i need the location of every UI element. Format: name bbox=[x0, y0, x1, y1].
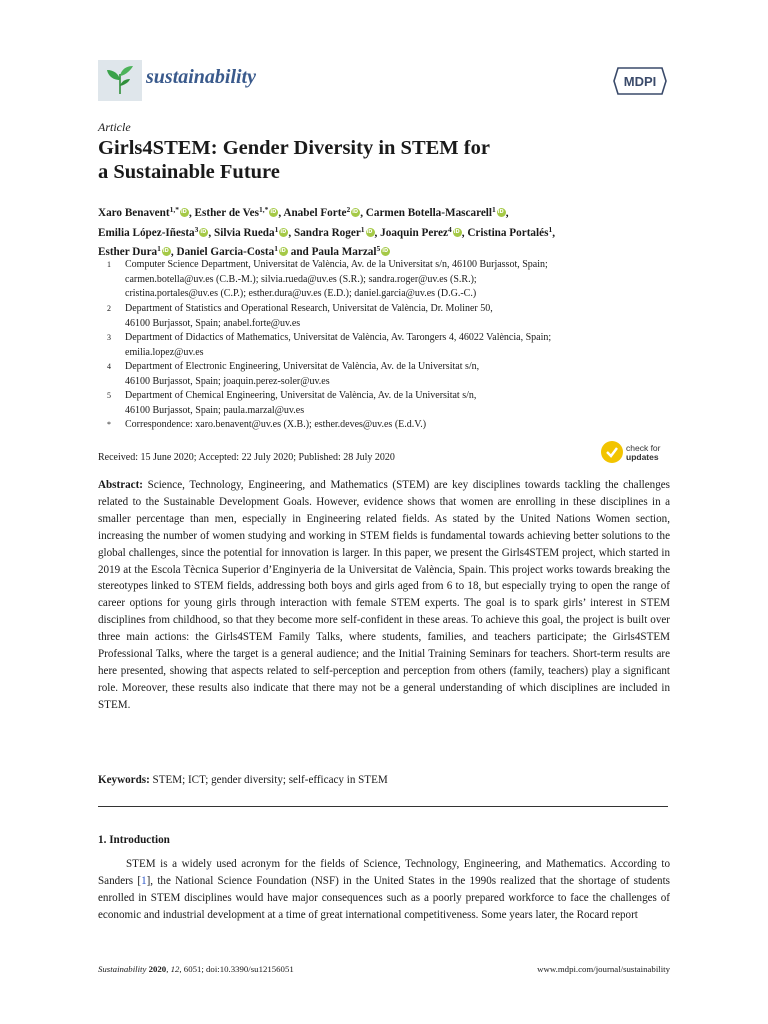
abstract-label: Abstract: bbox=[98, 479, 143, 491]
footer-citation: Sustainability 2020, 12, 6051; doi:10.3390/su12156051 bbox=[98, 964, 294, 974]
author-sep: and bbox=[287, 246, 312, 259]
affiliation-line: carmen.botella@uv.es (C.B.-M.); silvia.rueda@uv.es (S.R.); sandra.roger@uv.es (S.R.); bbox=[125, 273, 477, 285]
footer-url[interactable]: www.mdpi.com/journal/sustainability bbox=[537, 964, 670, 974]
author-affil: 1,* bbox=[169, 205, 179, 214]
sustainability-logo-icon bbox=[98, 60, 142, 101]
author-affil: 1 bbox=[157, 244, 161, 254]
author-sep: , bbox=[360, 207, 366, 219]
orcid-icon[interactable] bbox=[453, 228, 462, 237]
author-affil: 3 bbox=[194, 224, 199, 234]
introduction-paragraph bbox=[98, 856, 670, 924]
author-sep: , bbox=[288, 226, 294, 239]
affiliation-number: 1 bbox=[107, 260, 111, 269]
keywords-label: Keywords: bbox=[98, 774, 150, 786]
author-name: Sandra Roger bbox=[293, 226, 361, 239]
check-updates-line2: updates bbox=[626, 452, 659, 462]
affiliation-line: Department of Statistics and Operational Research, Universitat de València, Dr. Moliner 50, bbox=[125, 303, 493, 314]
author-sep: , bbox=[552, 226, 555, 239]
orcid-icon[interactable] bbox=[180, 208, 189, 217]
author-sep: , bbox=[461, 226, 468, 239]
author-name: Carmen Botella-Mascarell bbox=[365, 207, 493, 219]
affiliation-line: Department of Didactics of Mathematics, Universitat de València, Av. Tarongers 4, 46022 València, Spain; bbox=[125, 332, 552, 343]
keywords-text: STEM; ICT; gender diversity; self-efficacy in STEM bbox=[152, 774, 388, 786]
author-name: Silvia Rueda bbox=[214, 226, 275, 239]
author-sep: , bbox=[505, 207, 509, 219]
orcid-icon[interactable] bbox=[497, 208, 506, 217]
mdpi-logo-icon[interactable] bbox=[612, 66, 668, 96]
author-affil: 1 bbox=[360, 224, 365, 234]
affiliation-line: Computer Science Department, Universitat de València, Av. de la Universitat s/n, 46100 Burjassot, Spain; bbox=[125, 259, 548, 270]
author-affil: 1 bbox=[548, 224, 553, 234]
title-line-2: a Sustainable Future bbox=[98, 161, 280, 183]
affiliation-line: 46100 Burjassot, Spain; paula.marzal@uv.es bbox=[125, 404, 305, 416]
author-name: Daniel Garcia-Costa bbox=[176, 246, 275, 259]
keywords bbox=[98, 772, 670, 789]
author-list bbox=[98, 202, 688, 261]
author-name: Esther de Ves bbox=[194, 207, 259, 219]
author-name: Joaquin Perez bbox=[380, 226, 448, 239]
affiliation-number: 5 bbox=[107, 391, 111, 400]
paper-title bbox=[98, 136, 678, 184]
footer-volume: 12 bbox=[170, 964, 180, 974]
orcid-icon[interactable] bbox=[199, 228, 208, 237]
check-updates-line1: check for bbox=[626, 443, 661, 453]
author-affil: 2 bbox=[346, 205, 351, 214]
section-heading: 1. Introduction bbox=[98, 834, 170, 846]
orcid-icon[interactable] bbox=[351, 208, 360, 217]
orcid-icon[interactable] bbox=[279, 228, 288, 237]
author-sep: , bbox=[188, 207, 195, 219]
author-sep: , bbox=[374, 226, 381, 239]
abstract bbox=[98, 477, 670, 714]
title-line-1: Girls4STEM: Gender Diversity in STEM for bbox=[98, 137, 490, 159]
check-for-updates-button[interactable] bbox=[601, 440, 671, 464]
author-sep: , bbox=[278, 207, 284, 219]
orcid-icon[interactable] bbox=[366, 228, 375, 237]
author-affil: 1 bbox=[492, 205, 496, 214]
author-sep: , bbox=[208, 226, 214, 239]
author-affil: 1 bbox=[274, 244, 278, 254]
affiliation-line: Department of Electronic Engineering, Universitat de València, Av. de la Universitat s/n, bbox=[125, 361, 480, 372]
journal-name[interactable]: sustainability bbox=[146, 66, 257, 88]
affiliation-number: 4 bbox=[107, 362, 111, 371]
author-affil: 5 bbox=[376, 244, 381, 254]
author-affil: 1,* bbox=[259, 205, 269, 214]
author-name: Anabel Forte bbox=[283, 207, 347, 219]
orcid-icon[interactable] bbox=[381, 247, 390, 256]
intro-text: STEM is a widely used acronym for the fields of Science, Technology, Engineering, and Mathematics. According to Sanders [ bbox=[98, 858, 670, 887]
abstract-text: Science, Technology, Engineering, and Mathematics (STEM) are key disciplines towards tackling the challenges related to the Sustainable Development Goals. However, evidence shows that women are enrolling in these disciplines in a smaller percentage than men, especially in Engineering related fields. As stated by the United Nations Women section, increasing the number of women studying and working in STEM fields is fundamental towards achieving better solutions to the global challenges, since the potential for innovation is larger. In this paper, we present the Girls4STEM project, which started in 2019 at the Escola Tècnica Superior d’Enginyeria de la Universitat de València, Spain. This project works towards breaking the stereotypes linked to STEM fields, addressing both boys and girls aged from 6 to 18, but especially trying to open the range of career options for young girls through interaction with female STEM experts. The goal is to spark girls’ interest in STEM disciplines from childhood, so that they become more self-confident in these areas. To achieve this goal, the project is built over three main actions: the Girls4STEM Family Talks, where students, families, and teachers participate; the Girls4STEM Professional Talks, where the target is a general audience; and the Initial Training Seminars for teachers. Short-term results are here presented, showing that aspects related to self-perception and perception from others (family, teachers) play a significant role. Moreover, these results also indicate that there may not be a general understanding of which disciplines are included in STEM. bbox=[98, 479, 671, 711]
check-updates-icon bbox=[601, 441, 623, 463]
orcid-icon[interactable] bbox=[279, 247, 288, 256]
author-affil: 4 bbox=[448, 224, 452, 234]
author-name: Emilia López-Iñesta bbox=[98, 226, 195, 239]
affiliation-number: 3 bbox=[107, 333, 111, 342]
affiliation-line: emilia.lopez@uv.es bbox=[125, 346, 204, 358]
author-name: Cristina Portalés bbox=[467, 226, 549, 239]
footer-journal: Sustainability bbox=[98, 964, 147, 974]
article-type: Article bbox=[98, 120, 131, 134]
affiliation-line: 46100 Burjassot, Spain; anabel.forte@uv.es bbox=[125, 317, 301, 329]
intro-text: ], the National Science Foundation (NSF) in the United States in the 1990s realized that the shortage of students enrolled in STEM disciplines would have major consequences such as a poorly prepared workforce to face the challenges of economic and industrial development at a time of great international competitiveness. Some years later, the Rocard report bbox=[98, 874, 670, 921]
author-affil: 1 bbox=[274, 224, 279, 234]
orcid-icon[interactable] bbox=[162, 247, 171, 256]
citation-link[interactable]: 1 bbox=[141, 874, 147, 887]
author-name: Esther Dura bbox=[98, 246, 158, 259]
author-name: Paula Marzal bbox=[311, 246, 377, 259]
correspondence-marker: * bbox=[107, 420, 111, 429]
footer-doi[interactable]: , 6051; doi:10.3390/su12156051 bbox=[179, 964, 294, 974]
affiliation-line: Department of Chemical Engineering, Universitat de València, Av. de la Universitat s/n, bbox=[125, 390, 477, 401]
publication-dates: Received: 15 June 2020; Accepted: 22 July 2020; Published: 28 July 2020 bbox=[98, 452, 395, 463]
author-sep: , bbox=[170, 246, 177, 259]
correspondence-line: Correspondence: xaro.benavent@uv.es (X.B.); esther.deves@uv.es (E.d.V.) bbox=[125, 419, 427, 430]
affiliation-line: 46100 Burjassot, Spain; joaquin.perez-soler@uv.es bbox=[125, 375, 330, 387]
mdpi-logo-text: MDPI bbox=[623, 74, 657, 89]
affiliation-line: cristina.portales@uv.es (C.P.); esther.dura@uv.es (E.D.); daniel.garcia@uv.es (D.G.-C.) bbox=[125, 288, 477, 300]
author-name: Xaro Benavent bbox=[98, 207, 170, 219]
section-divider bbox=[98, 806, 668, 807]
affiliation-number: 2 bbox=[107, 304, 111, 313]
footer-year: 2020 bbox=[148, 964, 167, 974]
